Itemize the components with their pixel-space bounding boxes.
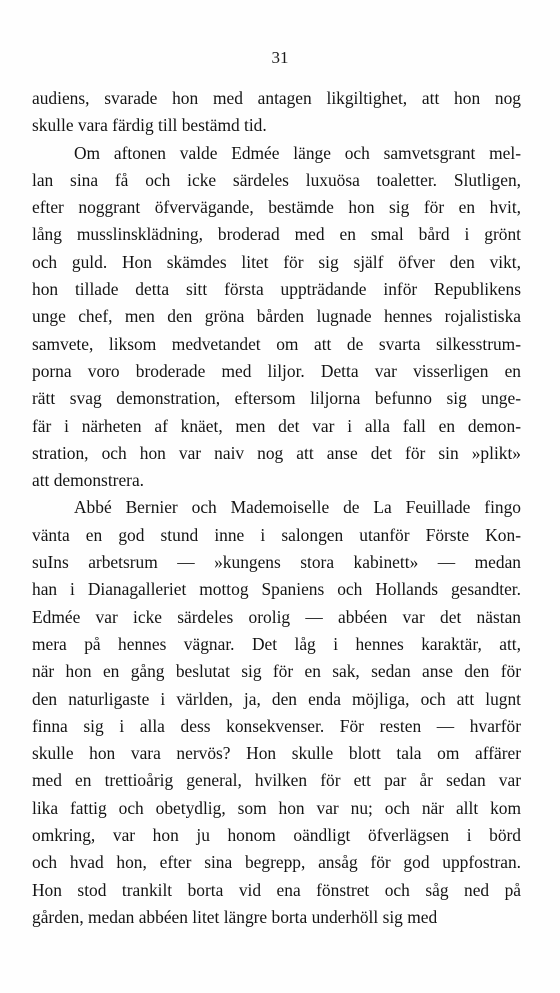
body-text	[32, 85, 521, 931]
text-line: rätt svag demonstration, eftersom liljorna befunno sig unge-	[32, 388, 521, 409]
text-line: audiens, svarade hon med antagen likgiltighet, att hon nog	[32, 88, 521, 108]
text-line: lång musslinsklädning, broderad med en smal bård i grönt	[32, 224, 521, 245]
text-line: lika fattig och obetydlig, som hon var nu; och när allt kom	[32, 797, 521, 818]
text-line: att demonstrera.	[32, 470, 145, 491]
text-line: Abbé Bernier och Mademoiselle de La Feuillade fingo	[74, 497, 521, 518]
text-line: skulle vara färdig till bestämd tid.	[32, 115, 267, 136]
text-line: Edmée var icke särdeles orolig — abbéen var det nästan	[32, 606, 521, 627]
text-line: Om aftonen valde Edmée länge och samvetsgrant mel-	[74, 142, 521, 163]
text-line: vänta en god stund inne i salongen utanför Förste Kon-	[32, 524, 521, 545]
text-line: hon tillade detta sitt första uppträdande inför Republikens	[32, 279, 521, 300]
text-line: samvete, liksom medvetandet om att de svarta silkesstrum-	[32, 333, 521, 354]
text-line: och guld. Hon skämdes litet för sig själf öfver den vikt,	[32, 251, 521, 272]
paragraph	[32, 140, 521, 495]
text-line: fär i närheten af knäet, men det var i alla fall en demon-	[32, 415, 521, 436]
text-line: unge chef, men den gröna bården lugnade hennes rojalistiska	[32, 306, 521, 327]
text-line: skulle hon vara nervös? Hon skulle blott tala om affärer	[32, 743, 521, 764]
text-line: porna voro broderade med liljor. Detta var visserligen en	[32, 360, 521, 381]
page-number: 31	[271, 48, 289, 67]
text-line: omkring, var hon ju honom oändligt öfverlägsen i börd	[32, 825, 521, 846]
paragraph	[32, 85, 521, 140]
paragraph	[32, 494, 521, 931]
text-line: med en trettioårig general, hvilken för ett par år sedan var	[32, 770, 521, 791]
text-line: mera på hennes vägnar. Det låg i hennes karaktär, att,	[32, 633, 521, 654]
text-line: efter noggrant öfvervägande, bestämde hon sig för en hvit,	[32, 197, 521, 218]
text-line: Hon stod trankilt borta vid ena fönstret och såg ned på	[32, 879, 521, 900]
text-line: den naturligaste i världen, ja, den enda möjliga, och att lugnt	[32, 688, 521, 709]
text-line: gården, medan abbéen litet längre borta underhöll sig med	[32, 906, 438, 927]
text-line: lan sina få och icke särdeles luxuösa toaletter. Slutligen,	[32, 169, 521, 190]
text-line: finna sig i alla dess konsekvenser. För resten — hvarför	[32, 715, 521, 736]
text-line: när hon en gång beslutat sig för en sak, sedan anse den för	[32, 661, 521, 682]
text-line: och hvad hon, efter sina begrepp, ansåg för god uppfostran.	[32, 852, 521, 873]
text-line: han i Dianagalleriet mottog Spaniens och Hollands gesandter.	[32, 579, 521, 600]
text-line: suIns arbetsrum — »kungens stora kabinett» — medan	[32, 552, 521, 573]
text-line: stration, och hon var naiv nog att anse det för sin »plikt»	[32, 442, 521, 463]
